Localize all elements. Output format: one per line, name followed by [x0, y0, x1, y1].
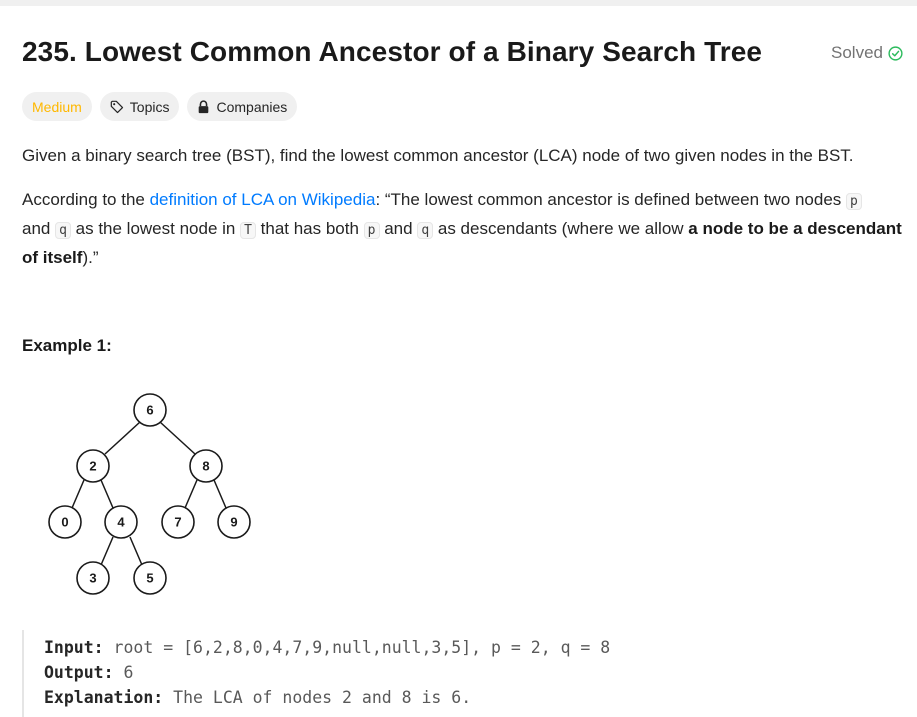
tree-label-2: 2: [89, 458, 97, 474]
tree-label-4: 4: [117, 514, 125, 530]
explanation-line: [44, 688, 471, 707]
edge-8-9: [214, 480, 226, 508]
tag-row: [22, 92, 297, 121]
topics-label: Topics: [129, 98, 170, 115]
companies-label: Companies: [216, 98, 288, 115]
output-label: Output:: [44, 663, 114, 682]
output-value: 6: [113, 663, 134, 682]
p2-text-a: : “The lowest common ancestor is defined between two nodes: [375, 190, 847, 209]
tree-label-8: 8: [202, 458, 210, 474]
code-q: q: [55, 222, 71, 239]
description-paragraph-2: [22, 186, 902, 271]
p2-text-e: and: [379, 219, 418, 238]
edge-8-7: [185, 480, 197, 508]
explanation-value: The LCA of nodes 2 and 8 is 6.: [163, 688, 472, 707]
tree-label-0: 0: [61, 514, 69, 530]
example-tree-diagram: [0, 380, 280, 610]
tree-label-9: 9: [230, 514, 238, 530]
code-p-2: p: [364, 222, 380, 239]
p2-bold-text: a node to be a descendant of itself: [22, 219, 902, 267]
tree-label-7: 7: [174, 514, 182, 530]
companies-button[interactable]: [187, 92, 297, 121]
p2-text-intro: According to the: [22, 190, 150, 209]
edge-6-2: [105, 422, 140, 454]
edge-4-5: [130, 537, 142, 565]
output-line: [44, 663, 133, 682]
input-line: [44, 638, 610, 657]
code-q-2: q: [417, 222, 433, 239]
input-value: root = [6,2,8,0,4,7,9,null,null,3,5], p = 2, q = 8: [103, 638, 611, 657]
p2-text-d: that has both: [255, 219, 364, 238]
p2-text-c: as the lowest node in: [70, 219, 241, 238]
tag-icon: [110, 100, 124, 114]
solved-label: Solved: [831, 43, 883, 62]
check-circle-icon: [888, 46, 903, 61]
code-p: p: [846, 193, 862, 210]
input-label: Input:: [44, 638, 104, 657]
example-1-title: Example 1:: [22, 336, 112, 355]
topics-button[interactable]: [100, 92, 180, 121]
p2-text-end: ).”: [82, 248, 99, 267]
edge-2-4: [101, 480, 113, 508]
tree-edges: [72, 422, 226, 565]
tree-label-3: 3: [89, 570, 97, 586]
lca-wikipedia-link[interactable]: definition of LCA on Wikipedia: [149, 190, 376, 209]
description-paragraph-1: Given a binary search tree (BST), find the lowest common ancestor (LCA) node of two given nodes in the BST.: [22, 146, 854, 165]
p2-text-f: as descendants (where we allow: [433, 219, 689, 238]
top-strip: [0, 0, 917, 6]
edge-6-8: [160, 422, 195, 454]
example-io-block: [22, 630, 904, 717]
explanation-label: Explanation:: [44, 688, 164, 707]
lock-icon: [197, 100, 210, 114]
solved-status: [831, 43, 903, 63]
tree-label-6: 6: [146, 402, 154, 418]
tree-node-labels: [61, 403, 237, 586]
p2-text-b: and: [22, 219, 56, 238]
code-T: T: [240, 222, 256, 239]
difficulty-badge: [22, 92, 92, 121]
edge-2-0: [72, 480, 84, 508]
edge-4-3: [101, 537, 113, 565]
problem-title: 235. Lowest Common Ancestor of a Binary Search Tree: [22, 36, 763, 67]
tree-label-5: 5: [146, 570, 154, 586]
difficulty-label: Medium: [32, 98, 82, 115]
